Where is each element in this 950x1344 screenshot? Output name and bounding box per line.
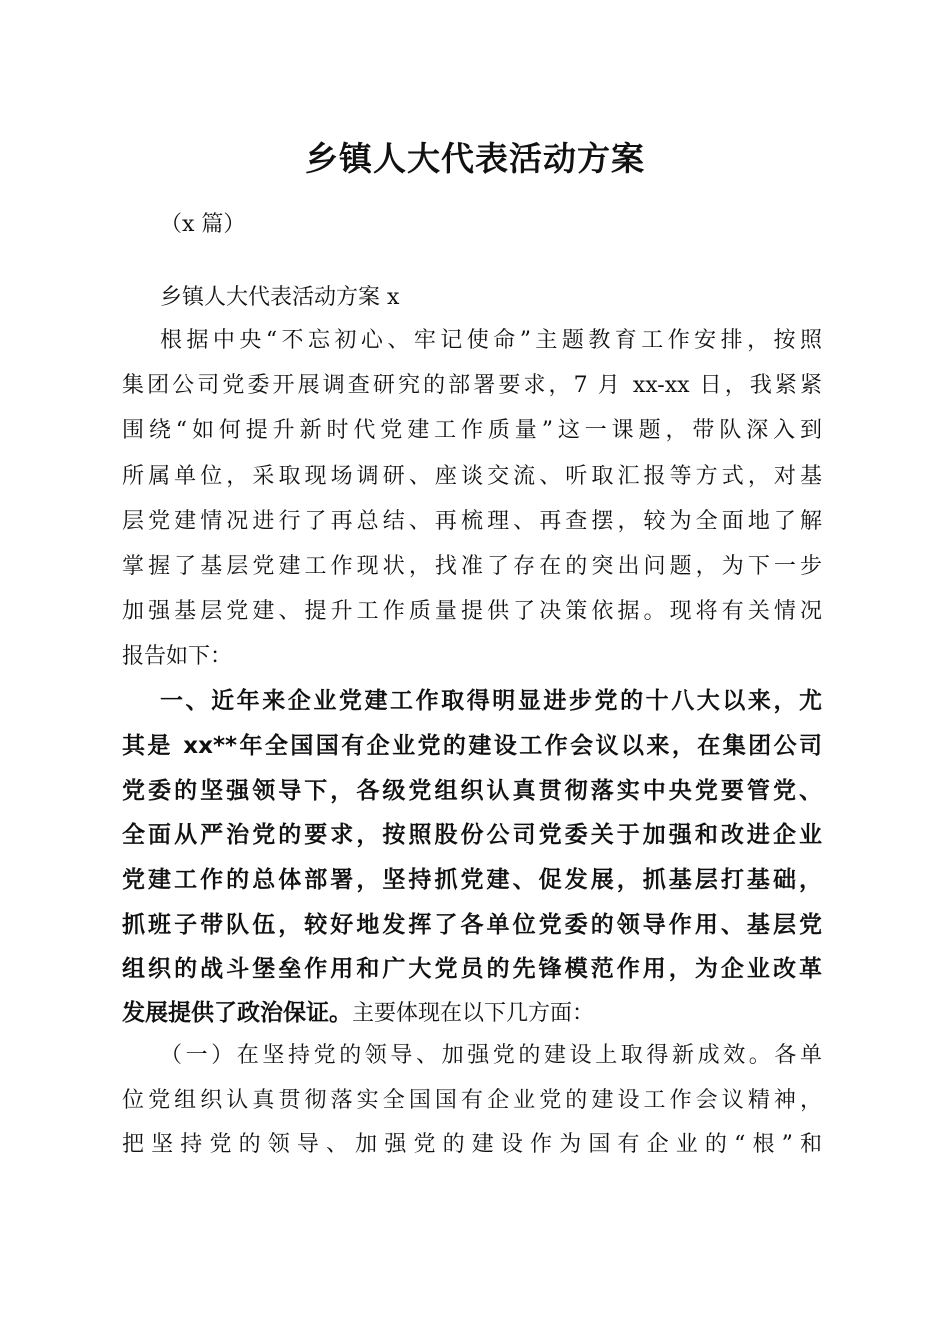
sub-line: （一）在坚持党的领导、加强党的建设上取得新成效。各单 bbox=[160, 1043, 822, 1068]
intro-line: 加强基层党建、提升工作质量提供了决策依据。现将有关情况 bbox=[122, 599, 822, 624]
heading-line: 抓班子带队伍，较好地发挥了各单位党委的领导作用、基层党 bbox=[122, 912, 822, 938]
heading-line: 党建工作的总体部署，坚持抓党建、促发展，抓基层打基础， bbox=[122, 867, 822, 893]
sub-line: 把坚持党的领导、加强党的建设作为国有企业的“根”和 bbox=[122, 1132, 822, 1157]
intro-line: 集团公司党委开展调查研究的部署要求，7 月 xx-xx 日，我紧紧 bbox=[122, 373, 822, 398]
intro-line: 所属单位，采取现场调研、座谈交流、听取汇报等方式，对基 bbox=[122, 464, 822, 489]
heading-line: 其是 xx**年全国国有企业党的建设工作会议以来，在集团公司 bbox=[122, 733, 822, 759]
document-title: 乡镇人大代表活动方案 bbox=[305, 139, 645, 178]
heading-line: 全面从严治党的要求，按照股份公司党委关于加强和改进企业 bbox=[122, 822, 822, 848]
heading-line: 党委的坚强领导下，各级党组织认真贯彻落实中央党要管党、 bbox=[122, 778, 822, 804]
heading-last-line bbox=[122, 998, 594, 1029]
heading-last-regular: 主要体现在以下几方面： bbox=[352, 1001, 595, 1026]
heading-line: 组织的战斗堡垒作用和广大党员的先锋模范作用，为企业改革 bbox=[122, 956, 822, 982]
section-name: 乡镇人大代表活动方案 x bbox=[160, 285, 400, 310]
sub-line: 位党组织认真贯彻落实全国国有企业党的建设工作会议精神， bbox=[122, 1088, 822, 1113]
intro-line: 报告如下： bbox=[122, 644, 233, 669]
intro-line: 掌握了基层党建工作现状，找准了存在的突出问题，为下一步 bbox=[122, 554, 822, 579]
subtitle-note: （x 篇） bbox=[160, 212, 246, 237]
heading-line: 一、近年来企业党建工作取得明显进步党的十八大以来，尤 bbox=[160, 688, 822, 714]
intro-line: 根据中央“不忘初心、牢记使命”主题教育工作安排，按照 bbox=[160, 328, 822, 353]
intro-line: 层党建情况进行了再总结、再梳理、再查摆，较为全面地了解 bbox=[122, 509, 822, 534]
intro-line: 围绕“如何提升新时代党建工作质量”这一课题，带队深入到 bbox=[122, 418, 822, 443]
heading-last-bold: 发展提供了政治保证。 bbox=[122, 1000, 352, 1026]
